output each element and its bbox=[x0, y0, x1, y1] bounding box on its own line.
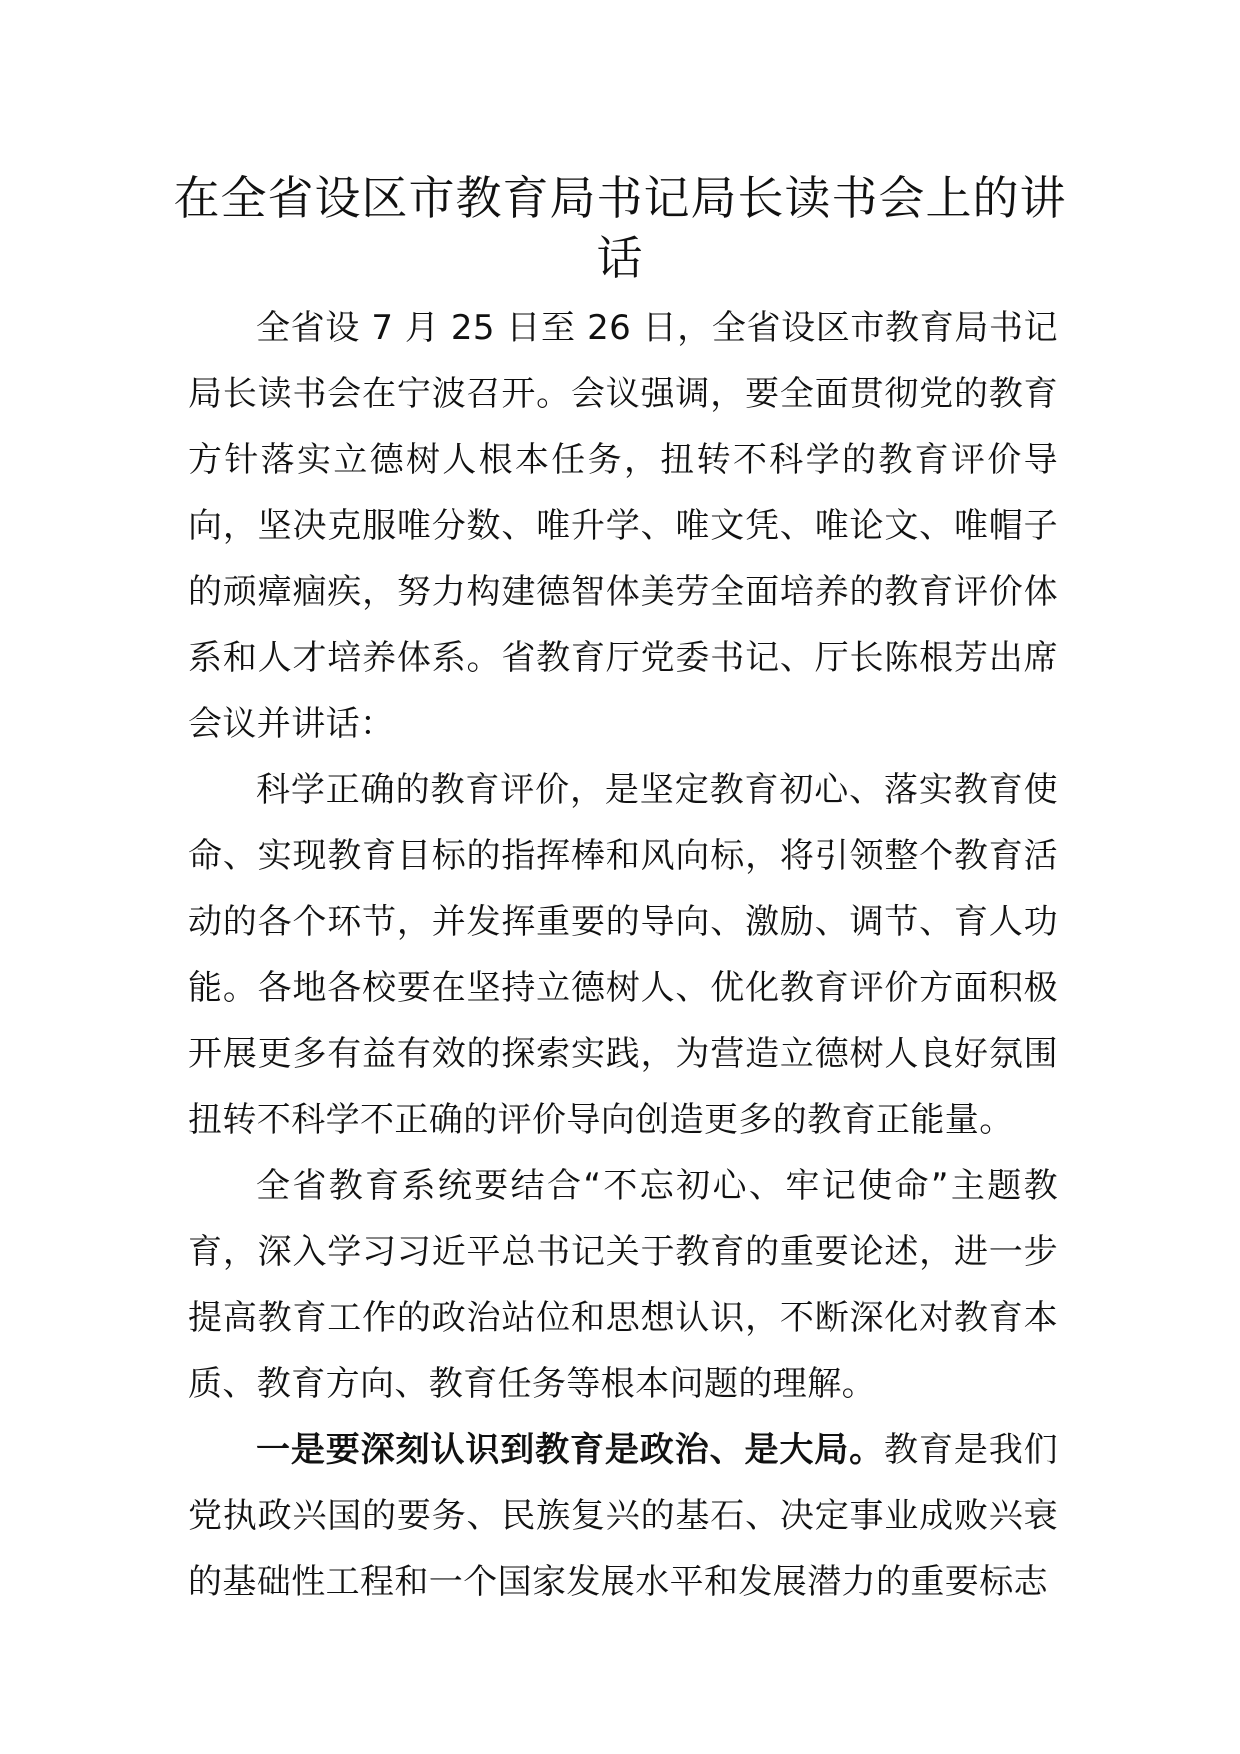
document-body bbox=[188, 295, 1058, 1615]
paragraph-4-lead: 一是要深刻认识到教育是政治、是大局。 bbox=[256, 1430, 885, 1470]
paragraph-2 bbox=[188, 757, 1058, 1153]
paragraph-4 bbox=[188, 1417, 1058, 1615]
paragraph-3-text: 全省教育系统要结合“不忘初心、牢记使命”主题教育，深入学习习近平总书记关于教育的重要论述，进一步提高教育工作的政治站位和思想认识，不断深化对教育本质、教育方向、教育任务等根本问题的理解。 bbox=[188, 1166, 1058, 1404]
paragraph-2-text: 科学正确的教育评价，是坚定教育初心、落实教育使命、实现教育目标的指挥棒和风向标，将引领整个教育活动的各个环节，并发挥重要的导向、激励、调节、育人功能。各地各校要在坚持立德树人、优化教育评价方面积极开展更多有益有效的探索实践，为营造立德树人良好氛围扭转不科学不正确的评价导向创造更多的教育正能量。 bbox=[188, 770, 1058, 1140]
paragraph-1 bbox=[188, 295, 1058, 757]
paragraph-3 bbox=[188, 1153, 1058, 1417]
document-title: 在全省设区市教育局书记局长读书会上的讲话 bbox=[173, 171, 1067, 285]
paragraph-1-text: 全省设 7 月 25 日至 26 日，全省设区市教育局书记局长读书会在宁波召开。会议强调，要全面贯彻党的教育方针落实立德树人根本任务，扭转不科学的教育评价导向，坚决克服唯分数、唯升学、唯文凭、唯论文、唯帽子的顽瘴痼疾，努力构建德智体美劳全面培养的教育评价体系和人才培养体系。省教育厅党委书记、厅长陈根芳出席会议并讲话： bbox=[188, 308, 1058, 744]
paragraph-4-text: 教育是我们党执政兴国的要务、民族复兴的基石、决定事业成败兴衰的基础性工程和一个国家发展水平和发展潜力的重要标志 bbox=[188, 1430, 1059, 1602]
